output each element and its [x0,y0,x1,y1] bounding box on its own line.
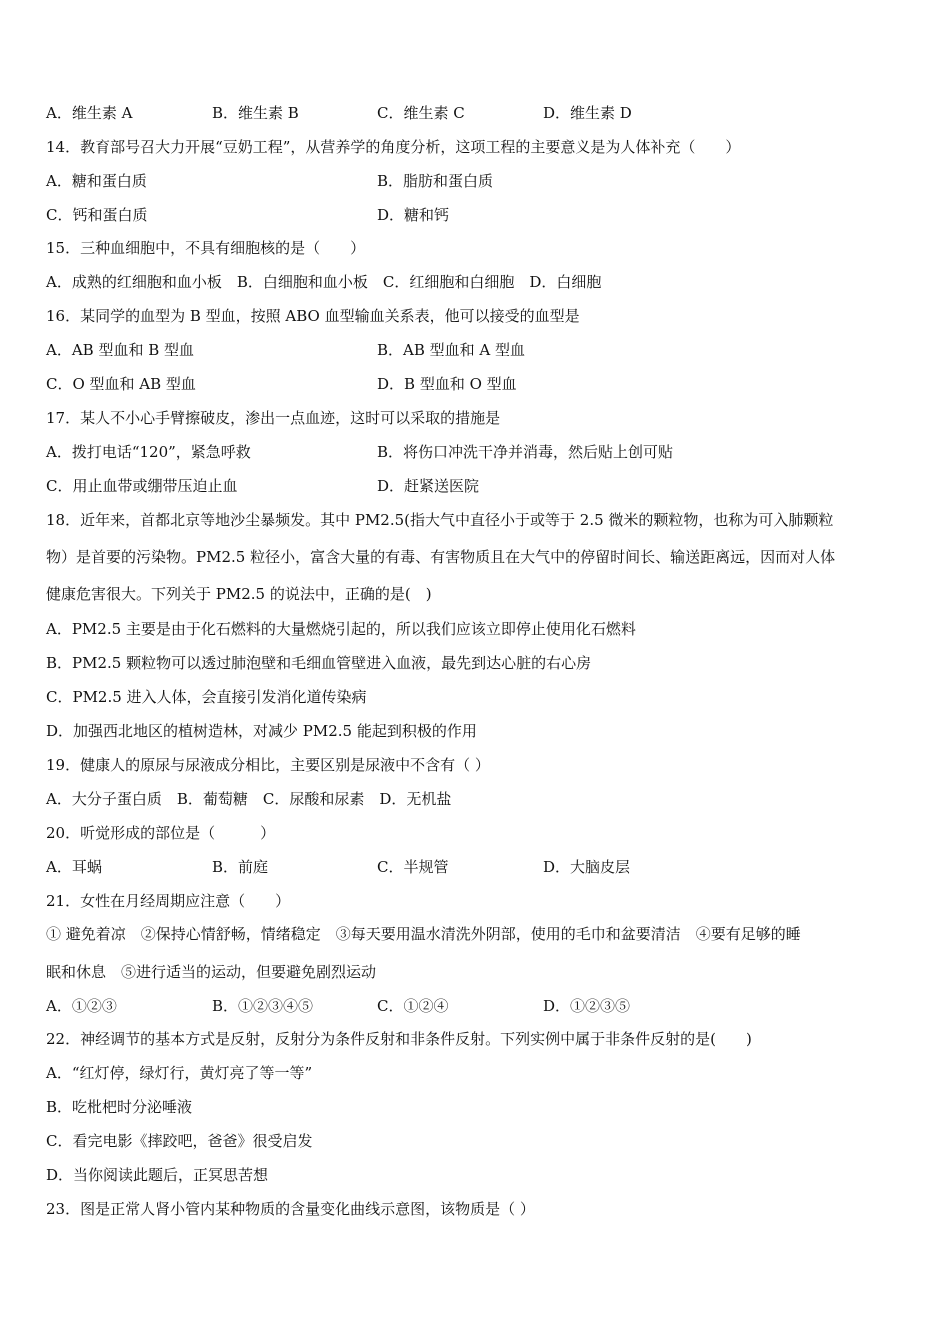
q22-stem: 22．神经调节的基本方式是反射，反射分为条件反射和非条件反射。下列实例中属于非条件反射的是( ) [46,1030,752,1048]
q21-option-c: C．①②④ [377,997,449,1015]
q20-option-b: B．前庭 [212,858,269,876]
q14-stem: 14．教育部号召大力开展“豆奶工程”，从营养学的角度分析，这项工程的主要意义是为人体补充（ ） [46,138,741,156]
q17-option-c: C．用止血带或绷带压迫止血 [46,477,238,495]
q16-option-b: B．AB 型血和 A 型血 [377,341,526,359]
q20-option-c: C．半规管 [377,858,449,876]
q18-option-a: A．PM2.5 主要是由于化石燃料的大量燃烧引起的，所以我们应该立即停止使用化石燃料 [46,620,636,638]
q21-option-d: D．①②③⑤ [543,997,631,1015]
q20-option-d: D．大脑皮层 [543,858,631,876]
q13-option-d: D．维生素 D [543,104,632,122]
q17-option-b: B．将伤口冲洗干净并消毒，然后贴上创可贴 [377,443,674,461]
q16-stem: 16．某同学的血型为 B 型血，按照 ABO 血型输血关系表，他可以接受的血型是 [46,307,580,325]
q14-option-a: A．糖和蛋白质 [46,172,147,190]
q18-stem-line-2: 物）是首要的污染物。PM2.5 粒径小，富含大量的有毒、有害物质且在大气中的停留时间长、输送距离远，因而对人体 [46,548,836,566]
q19-stem: 19．健康人的原尿与尿液成分相比，主要区别是尿液中不含有（ ） [46,756,490,774]
q17-option-d: D．赶紧送医院 [377,477,480,495]
q17-stem: 17．某人不小心手臂擦破皮，渗出一点血迹，这时可以采取的措施是 [46,409,501,427]
q22-option-a: A．“红灯停，绿灯行，黄灯亮了等一等” [46,1064,313,1082]
q20-option-a: A．耳蜗 [46,858,102,876]
q21-option-b: B．①②③④⑤ [212,997,314,1015]
q16-option-c: C．O 型血和 AB 型血 [46,375,196,393]
q22-option-b: B．吃枇杷时分泌唾液 [46,1098,193,1116]
q15-options: A．成熟的红细胞和血小板 B．白细胞和血小板 C．红细胞和白细胞 D．白细胞 [46,273,602,291]
q22-option-c: C．看完电影《摔跤吧，爸爸》很受启发 [46,1132,313,1150]
q18-stem-line-3: 健康危害很大。下列关于 PM2.5 的说法中，正确的是( ) [46,585,432,603]
q14-option-d: D．糖和钙 [377,206,450,224]
q18-option-d: D．加强西北地区的植树造林，对减少 PM2.5 能起到积极的作用 [46,722,477,740]
q21-stem: 21．女性在月经周期应注意（ ） [46,892,291,910]
q17-option-a: A．拨打电话“120”，紧急呼救 [46,443,251,461]
q23-stem: 23．图是正常人肾小管内某种物质的含量变化曲线示意图，该物质是（ ） [46,1200,535,1218]
q16-option-d: D．B 型血和 O 型血 [377,375,517,393]
q21-items-line-2: 眠和休息 ⑤进行适当的运动，但要避免剧烈运动 [46,963,377,981]
q16-option-a: A．AB 型血和 B 型血 [46,341,195,359]
q13-option-b: B．维生素 B [212,104,299,122]
q19-options: A．大分子蛋白质 B．葡萄糖 C．尿酸和尿素 D．无机盐 [46,790,452,808]
q18-option-c: C．PM2.5 进入人体，会直接引发消化道传染病 [46,688,367,706]
q20-stem: 20．听觉形成的部位是（ ） [46,824,276,842]
q21-items-line-1: ① 避免着凉 ②保持心情舒畅，情绪稳定 ③每天要用温水清洗外阴部，使用的毛巾和盆要清洁 ④要有足够的睡 [46,925,801,943]
q18-stem-line-1: 18．近年来，首都北京等地沙尘暴频发。其中 PM2.5(指大气中直径小于或等于 2.5 微米的颗粒物，也称为可入肺颗粒 [46,511,834,529]
q18-option-b: B．PM2.5 颗粒物可以透过肺泡壁和毛细血管壁进入血液，最先到达心脏的右心房 [46,654,592,672]
q22-option-d: D．当你阅读此题后，正冥思苦想 [46,1166,269,1184]
q21-option-a: A．①②③ [46,997,117,1015]
q13-option-a: A．维生素 A [46,104,133,122]
q13-option-c: C．维生素 C [377,104,465,122]
q14-option-c: C．钙和蛋白质 [46,206,148,224]
q15-stem: 15．三种血细胞中，不具有细胞核的是（ ） [46,239,366,257]
q14-option-b: B．脂肪和蛋白质 [377,172,494,190]
